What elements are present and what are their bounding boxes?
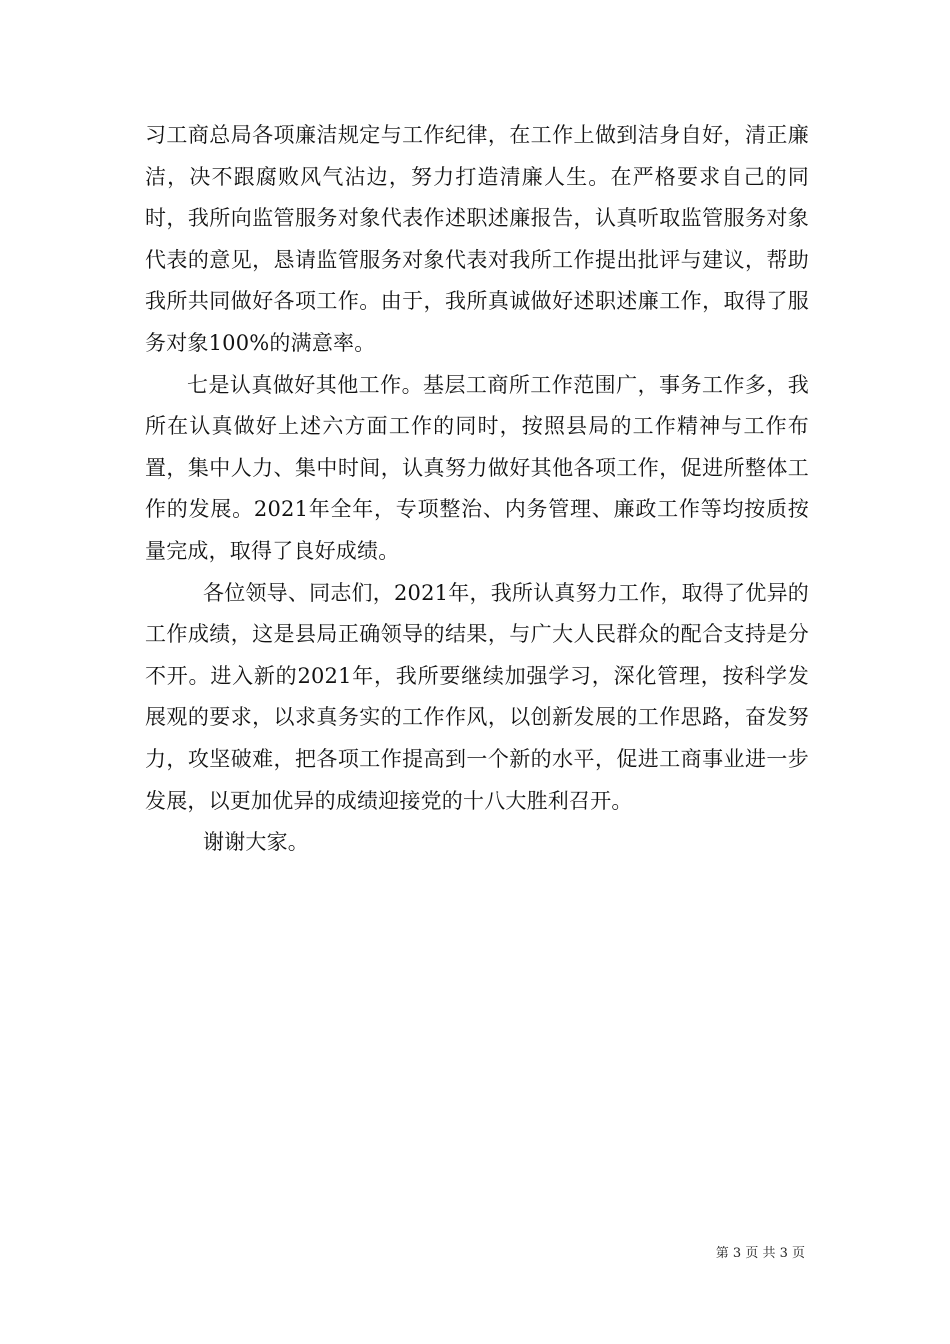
page-number: 第 3 页 共 3 页 [715, 1246, 805, 1261]
paragraph-1: 习工商总局各项廉洁规定与工作纪律，在工作上做到洁身自好，清正廉洁，决不跟腐败风气沾边，努力打造清廉人生。在严格要求自己的同时，我所向监管服务对象代表作述职述廉报告，认真听取监管服务对象代表的意见，恳请监管服务对象代表对我所工作提出批评与建议，帮助我所共同做好各项工作。由于，我所真诚做好述职述廉工作，取得了服务对象100%的满意率。 [145, 123, 809, 355]
paragraph-4: 谢谢大家。 [203, 830, 309, 855]
document-body [145, 115, 809, 864]
paragraph-2: 七是认真做好其他工作。基层工商所工作范围广，事务工作多，我所在认真做好上述六方面工作的同时，按照县局的工作精神与工作布置，集中人力、集中时间，认真努力做好其他各项工作，促进所整体工作的发展。2021年全年，专项整治、内务管理、廉政工作等均按质按量完成，取得了良好成绩。 [145, 372, 809, 563]
paragraph-3: 各位领导、同志们，2021年，我所认真努力工作，取得了优异的工作成绩，这是县局正确领导的结果，与广大人民群众的配合支持是分不开。进入新的2021年，我所要继续加强学习，深化管理，按科学发展观的要求，以求真务实的工作作风，以创新发展的工作思路，奋发努力，攻坚破难，把各项工作提高到一个新的水平，促进工商事业进一步发展，以更加优异的成绩迎接党的十八大胜利召开。 [145, 580, 809, 813]
